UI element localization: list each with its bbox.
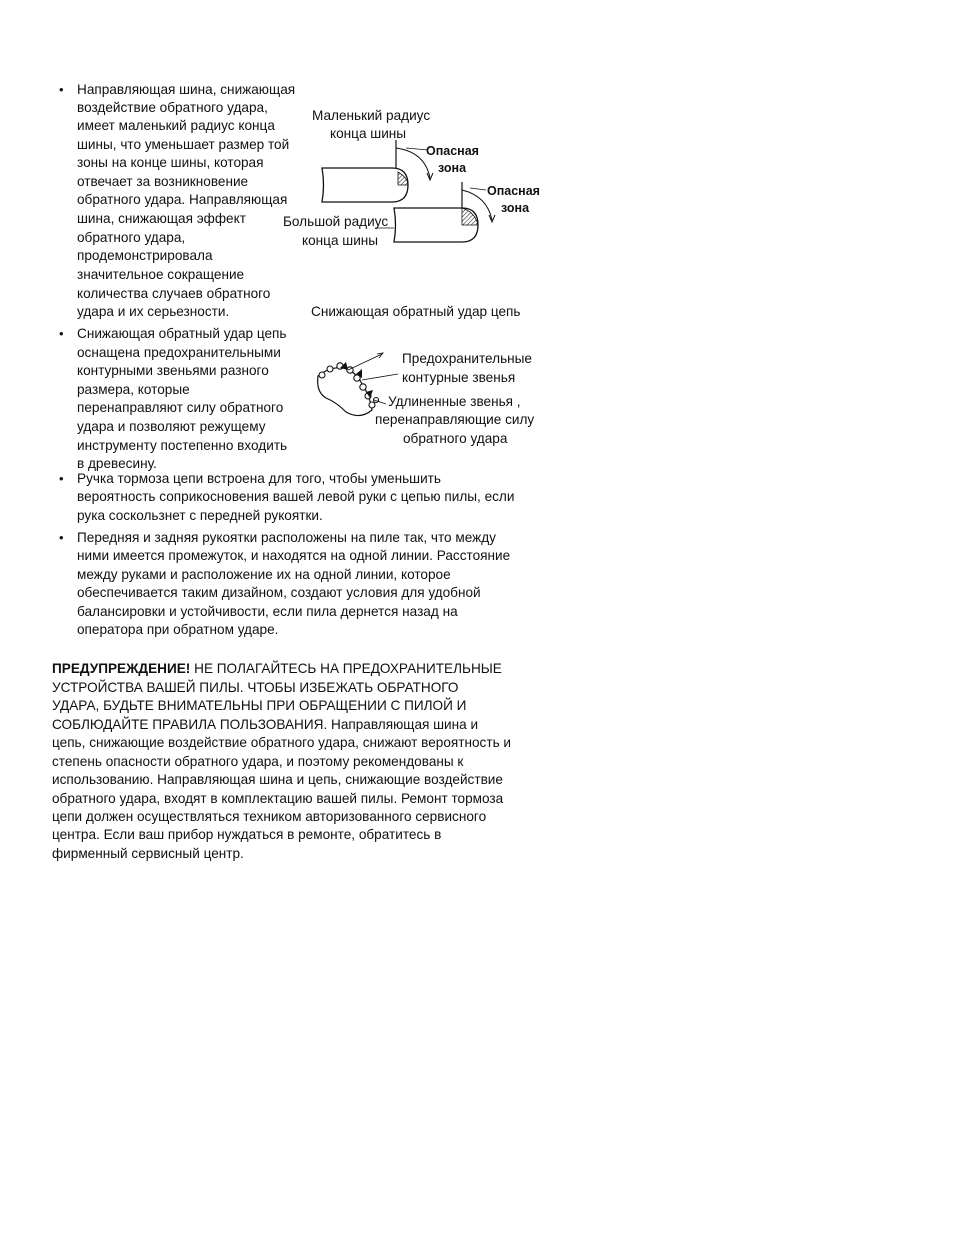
warning-line: УСТРОЙСТВА ВАШЕЙ ПИЛЫ. ЧТОБЫ ИЗБЕЖАТЬ ОБРАТНОГО — [52, 680, 459, 695]
danger-zone-label: Опасная — [426, 144, 479, 158]
danger-zone-label: Опасная — [487, 184, 540, 198]
text-line: Направляющая шина, снижающая — [77, 82, 296, 97]
text-line: шины, что уменьшает размер той — [77, 137, 290, 152]
text-line: ними имеется промежуток, и находятся на одной линии. Расстояние — [77, 548, 511, 563]
text-line: количества случаев обратного — [77, 286, 271, 301]
small-radius-bar — [322, 168, 408, 202]
warning-lead: ПРЕДУПРЕЖДЕНИЕ! — [52, 661, 191, 676]
bullet-marker: • — [59, 530, 64, 545]
text-line: Передняя и задняя рукоятки расположены на пиле так, что между — [77, 530, 496, 545]
warning-line-1 — [52, 660, 502, 678]
text-line: имеет маленький радиус конца — [77, 118, 275, 133]
text-line: вероятность соприкосновения вашей левой руки с цепью пилы, если — [77, 489, 515, 504]
text-line: контурными звеньями разного — [77, 363, 269, 378]
long-links-label: перенаправляющие силу — [375, 412, 535, 427]
text-line: воздействие обратного удара, — [77, 100, 268, 115]
danger-zone-label: зона — [501, 201, 530, 215]
text-line: обратного удара, — [77, 230, 186, 245]
text-line: продемонстрировала — [77, 248, 213, 263]
text-line: в древесину. — [77, 456, 157, 471]
warning-line: цепь, снижающие воздействие обратного удара, снижают вероятность и — [52, 735, 512, 750]
long-links-label: обратного удара — [403, 431, 508, 446]
chain-bar-silhouette — [318, 368, 372, 416]
bullet-marker: • — [59, 326, 64, 341]
text-line: балансировки и устойчивости, если пила дернется назад на — [77, 604, 458, 619]
text-line: оснащена предохранительными — [77, 345, 281, 360]
text-line: отвечает за возникновение — [77, 174, 249, 189]
text-line: Снижающая обратный удар цепь — [77, 326, 287, 341]
text-line: Ручка тормоза цепи встроена для того, чтобы уменьшить — [77, 471, 441, 486]
warning-line: использованию. Направляющая шина и цепь, снижающие воздействие — [52, 772, 503, 787]
text-line: перенаправляют силу обратного — [77, 400, 284, 415]
small-radius-label: Маленький радиус — [312, 108, 431, 123]
text-line: инструменту постепенно входить — [77, 438, 288, 453]
text-line: оператора при обратном ударе. — [77, 622, 279, 637]
small-radius-label: конца шины — [330, 126, 407, 141]
text-line: между руками и расположение их на одной линии, которое — [77, 567, 451, 582]
warning-line: фирменный сервисный центр. — [52, 846, 244, 861]
warning-line: обратного удара, входят в комплектацию вашей пилы. Ремонт тормоза — [52, 791, 504, 806]
warning-line: цепи должен осуществляться техником авторизованного сервисного — [52, 809, 487, 824]
text-line: рука соскользнет с передней рукоятки. — [77, 508, 323, 523]
large-radius-label: Большой радиус — [283, 214, 389, 229]
large-radius-label: конца шины — [302, 233, 379, 248]
bullet-marker: • — [59, 471, 64, 486]
warning-text: НЕ ПОЛАГАЙТЕСЬ НА ПРЕДОХРАНИТЕЛЬНЫЕ — [190, 661, 502, 676]
chain-caption: Снижающая обратный удар цепь — [311, 304, 521, 319]
text-line: удара и их серьезности. — [77, 304, 230, 319]
warning-line: степень опасности обратного удара, и поэтому рекомендованы к — [52, 754, 464, 769]
text-line: шина, снижающая эффект — [77, 211, 246, 226]
warning-line: СОБЛЮДАЙТЕ ПРАВИЛА ПОЛЬЗОВАНИЯ. Направляющая шина и — [52, 717, 479, 732]
text-line: удара и позволяют режущему — [77, 419, 266, 434]
guard-links-label: контурные звенья — [402, 370, 516, 385]
guard-links-label: Предохранительные — [402, 351, 532, 366]
warning-line: УДАРА, БУДЬТЕ ВНИМАТЕЛЬНЫ ПРИ ОБРАЩЕНИИ С ПИЛОЙ И — [52, 698, 467, 713]
bullet-marker: • — [59, 82, 64, 97]
warning-line: центра. Если ваш прибор нуждаться в ремонте, обратитесь в — [52, 827, 442, 842]
text-line: обратного удара. Направляющая — [77, 192, 288, 207]
text-line: значительное сокращение — [77, 267, 245, 282]
text-line: обеспечивается таким дизайном, создают условия для удобной — [77, 585, 481, 600]
text-line: размера, которые — [77, 382, 190, 397]
danger-zone-label: зона — [438, 161, 467, 175]
text-line: зоны на конце шины, которая — [77, 155, 264, 170]
long-links-label: Удлиненные звенья , — [388, 394, 521, 409]
